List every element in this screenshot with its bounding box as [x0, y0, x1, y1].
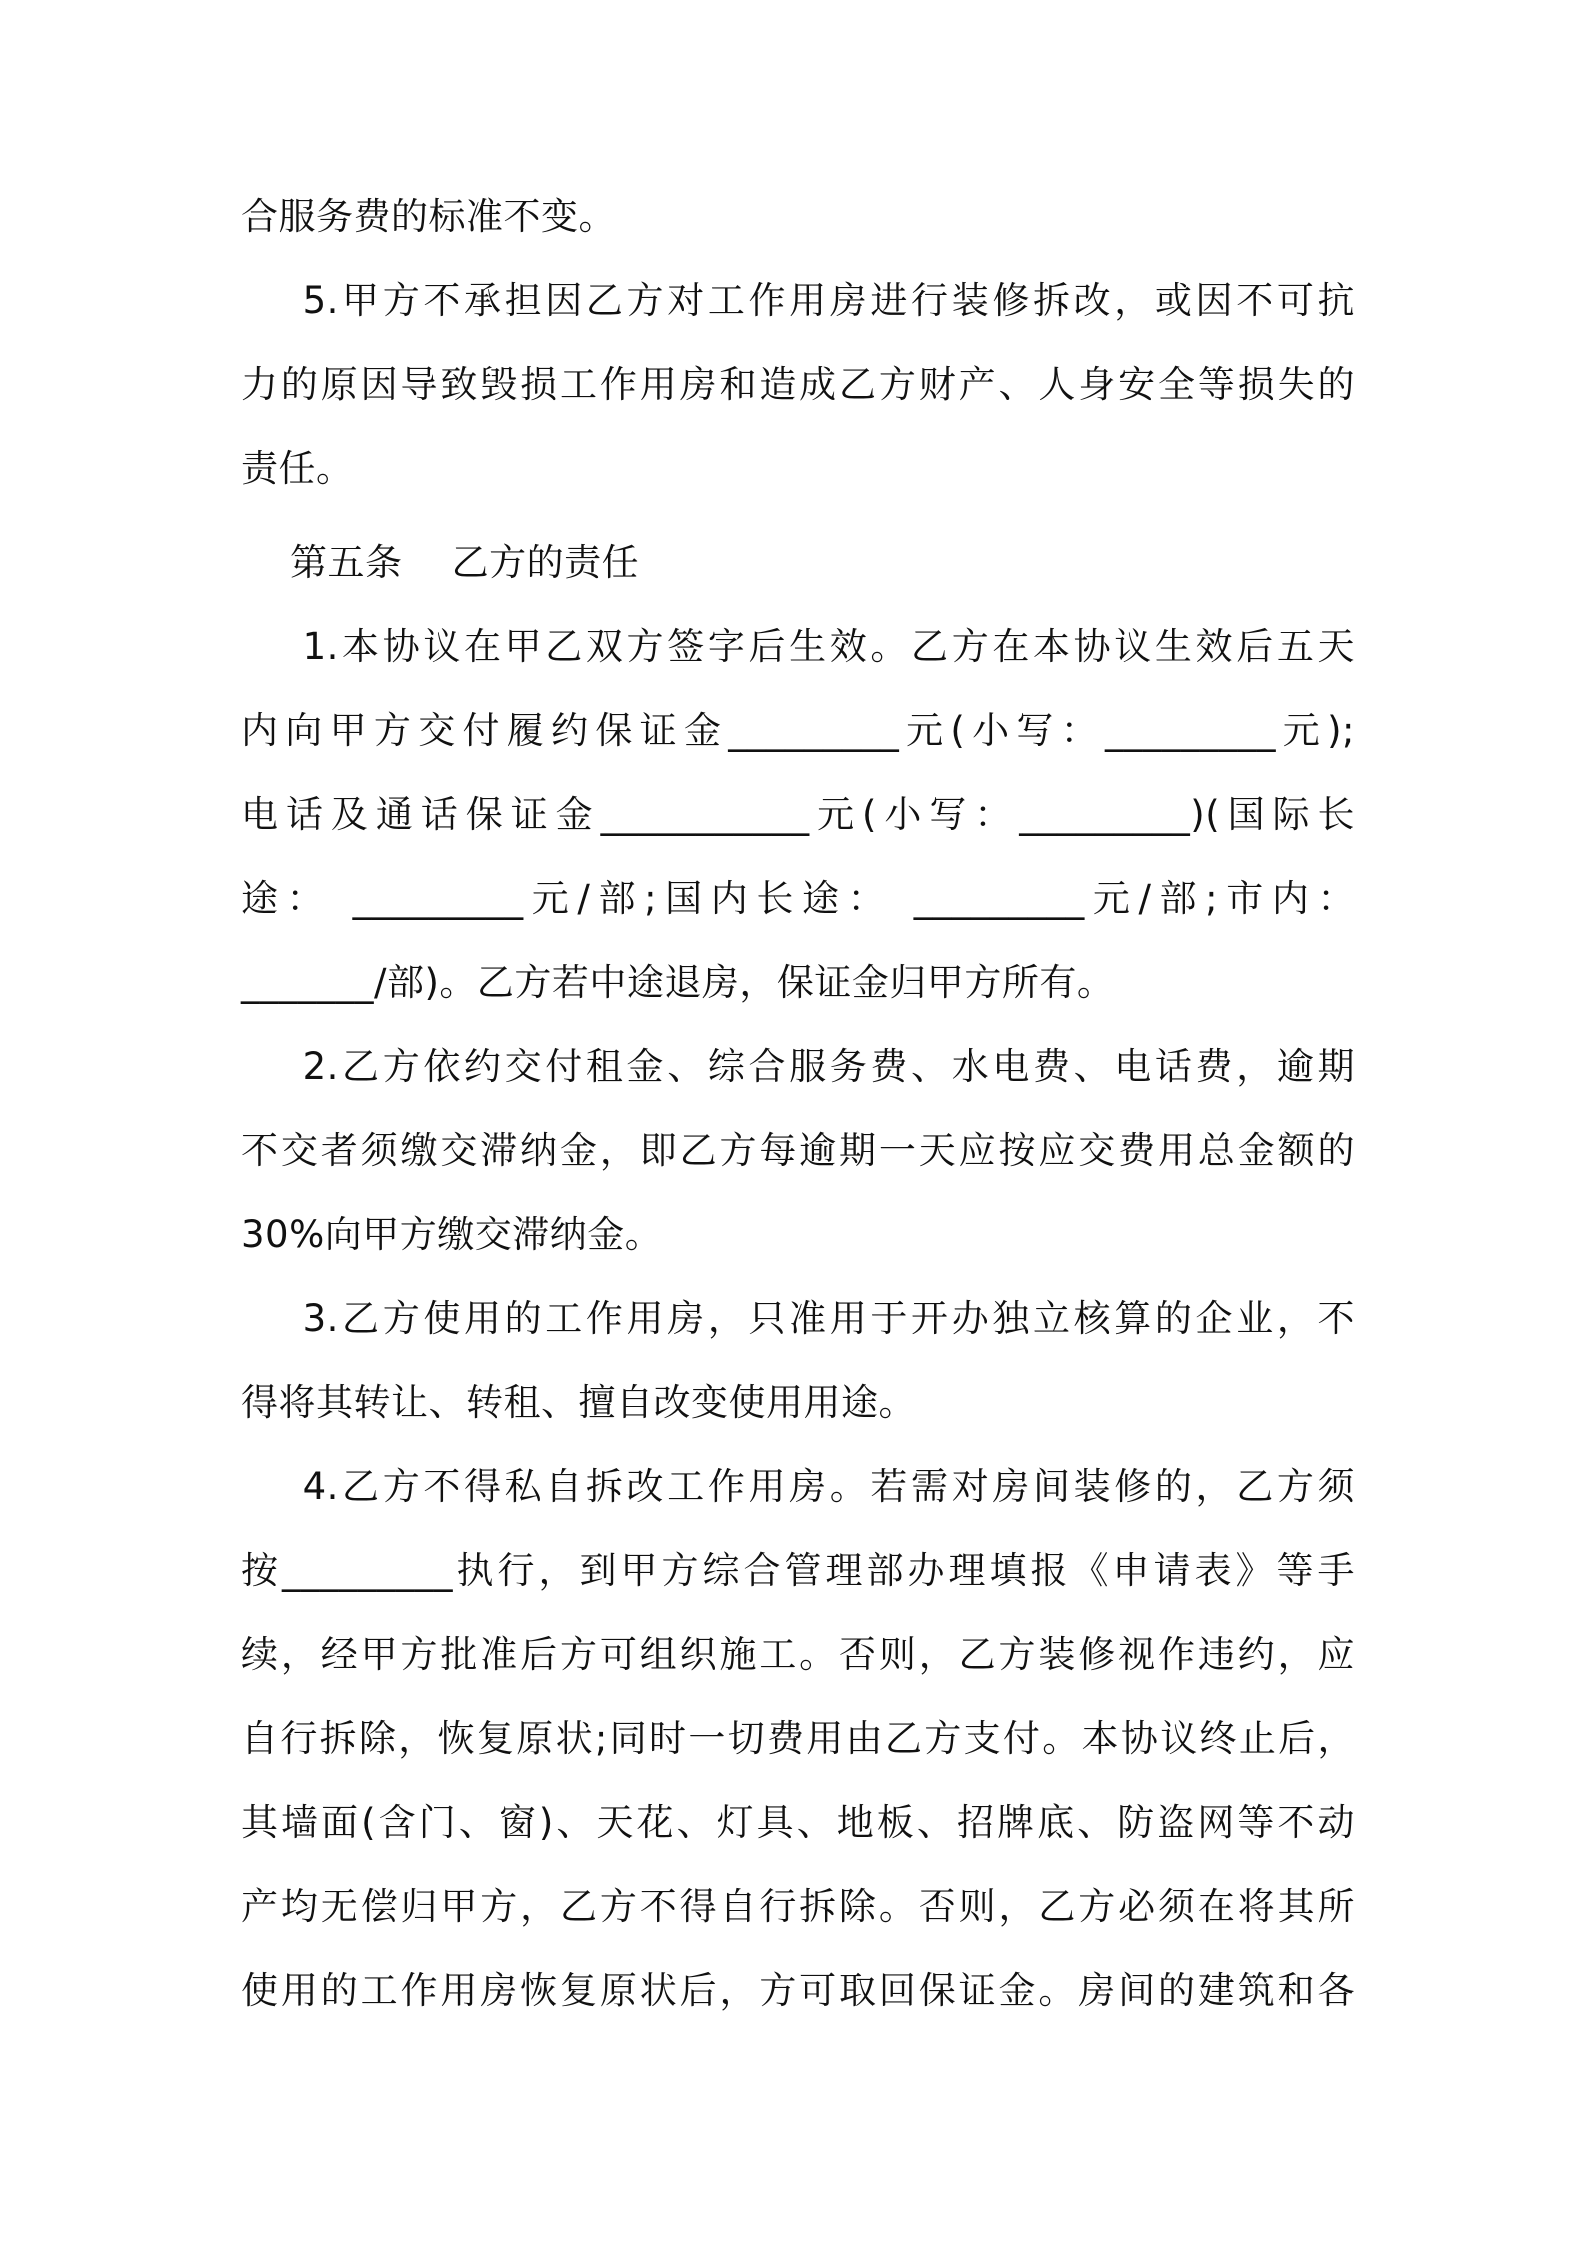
- text-line: 按_________执行，到甲方综合管理部办理填报《申请表》等手: [241, 1549, 1355, 1592]
- text-line: 5.甲方不承担因乙方对工作用房进行装修拆改，或因不可抗: [241, 279, 1355, 322]
- text-line: 力的原因导致毁损工作用房和造成乙方财产、人身安全等损失的: [241, 363, 1355, 406]
- text-line: 1.本协议在甲乙双方签字后生效。乙方在本协议生效后五天: [241, 625, 1355, 668]
- text-line: 电话及通话保证金___________元(小写：_________)(国际长: [241, 793, 1355, 836]
- text-line: 4.乙方不得私自拆改工作用房。若需对房间装修的，乙方须: [241, 1465, 1355, 1508]
- text-line: 合服务费的标准不变。: [241, 195, 616, 238]
- text-line: _______/部)。乙方若中途退房，保证金归甲方所有。: [241, 961, 1115, 1004]
- text-line: 2.乙方依约交付租金、综合服务费、水电费、电话费，逾期: [241, 1045, 1355, 1088]
- text-line: 3.乙方使用的工作用房，只准用于开办独立核算的企业，不: [241, 1297, 1355, 1340]
- text-line: 责任。: [241, 447, 354, 490]
- text-line: 续，经甲方批准后方可组织施工。否则，乙方装修视作违约，应: [241, 1633, 1355, 1676]
- text-line: 得将其转让、转租、擅自改变使用用途。: [241, 1381, 916, 1424]
- text-line: 自行拆除，恢复原状;同时一切费用由乙方支付。本协议终止后，: [241, 1717, 1355, 1760]
- text-line: 使用的工作用房恢复原状后，方可取回保证金。房间的建筑和各: [241, 1969, 1355, 2012]
- text-line: 不交者须缴交滞纳金，即乙方每逾期一天应按应交费用总金额的: [241, 1129, 1355, 1172]
- text-line: 途： _________元/部;国内长途： _________元/部;市内：: [241, 877, 1355, 920]
- text-line: 其墙面(含门、窗)、天花、灯具、地板、招牌底、防盗网等不动: [241, 1801, 1355, 1844]
- text-line: 产均无偿归甲方，乙方不得自行拆除。否则，乙方必须在将其所: [241, 1885, 1355, 1928]
- text-line: 内向甲方交付履约保证金_________元(小写：_________元);: [241, 709, 1355, 752]
- text-line: 30%向甲方缴交滞纳金。: [241, 1213, 663, 1256]
- section-heading: 第五条 乙方的责任: [241, 541, 640, 584]
